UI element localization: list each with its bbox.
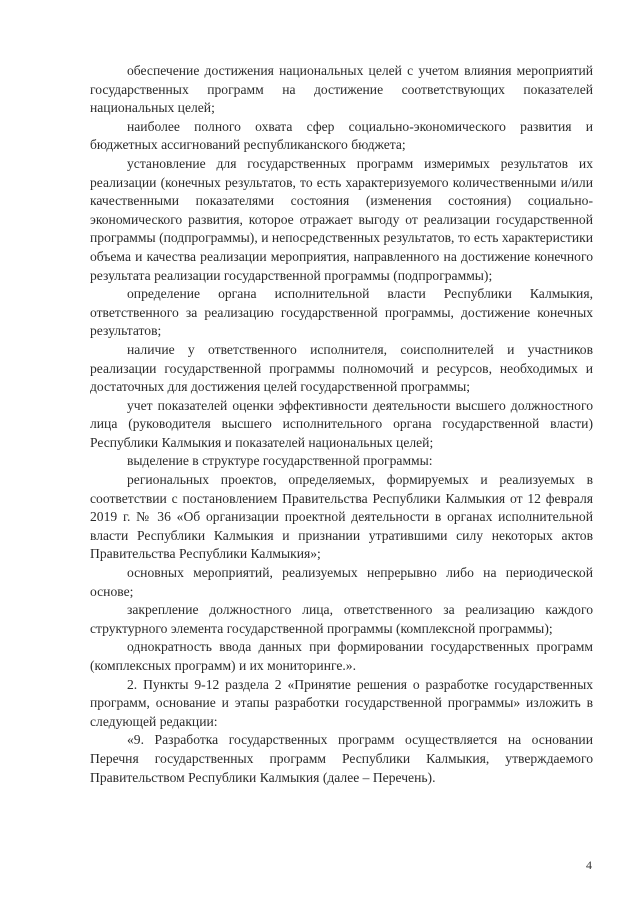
document-body [90, 62, 593, 787]
paragraph: 2. Пункты 9-12 раздела 2 «Принятие решения о разработке государственных программ, основание и этапы разработки государственной программы» изложить в следующей редакции: [90, 676, 593, 729]
paragraph: обеспечение достижения национальных целей с учетом влияния мероприятий государственных программ на достижение соответствующих показателей национальных целей; [90, 63, 593, 116]
paragraph: однократность ввода данных при формировании государственных программ (комплексных программ) и их мониторинге.». [90, 639, 593, 673]
paragraph: «9. Разработка государственных программ осуществляется на основании Перечня государственных программ Республики Калмыкия, утверждаемого Правительством Республики Калмыкия (далее – Перечень). [90, 732, 593, 785]
paragraph: наличие у ответственного исполнителя, соисполнителей и участников реализации государственной программы полномочий и ресурсов, необходимых и достаточных для достижения целей государственной программы; [90, 341, 593, 395]
paragraph: установление для государственных программ измеримых результатов их реализации (конечных результатов, то есть характеризуемого количественными и/или качественными показателями состояния (изменения состояния) социально-экономического развития, которое отражает выгоду от реализации государственной программы (подпрограммы), и непосредственных результатов, то есть характеристики объема и качества реализации мероприятия, направленного на достижение конечного результата реализации государственной программы (подпрограммы); [90, 155, 593, 283]
paragraph: наиболее полного охвата сфер социально-экономического развития и бюджетных ассигнований республиканского бюджета; [90, 118, 593, 153]
page-number: 4 [586, 858, 592, 872]
paragraph: региональных проектов, определяемых, формируемых и реализуемых в соответствии с постановлением Правительства Республики Калмыкия от 12 февраля 2019 г. № 36 «Об организации проектной деятельности в органах исполнительной власти Республики Калмыкия и признании утратившими силу некоторых актов Правительства Республики Калмыкия»; [90, 472, 593, 562]
paragraph: закрепление должностного лица, ответственного за реализацию каждого структурного элемента государственной программы (комплексной программы); [90, 602, 593, 636]
paragraph: основных мероприятий, реализуемых непрерывно либо на периодической основе; [90, 565, 593, 599]
paragraph: определение органа исполнительной власти Республики Калмыкия, ответственного за реализацию государственной программы, достижение конечных результатов; [90, 286, 593, 339]
paragraph: выделение в структуре государственной программы: [127, 453, 433, 469]
paragraph: учет показателей оценки эффективности деятельности высшего должностного лица (руководителя высшего исполнительного органа государственной власти) Республики Калмыкия и показателей национальных целей; [90, 397, 593, 450]
